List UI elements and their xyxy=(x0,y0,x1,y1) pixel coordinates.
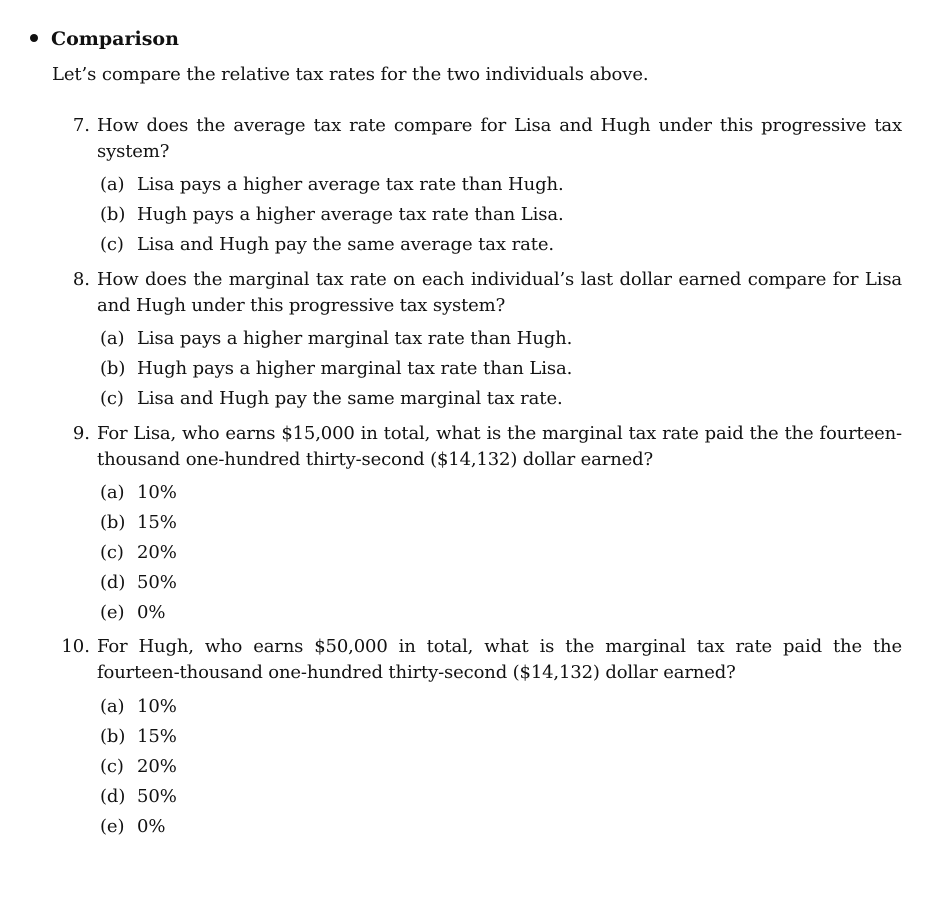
option-text: 50% xyxy=(137,572,177,593)
question-number: 9. xyxy=(72,423,90,444)
option-e xyxy=(100,598,177,628)
question-number: 8. xyxy=(72,269,90,290)
option-label: (c) xyxy=(100,756,124,777)
option-list xyxy=(100,170,564,260)
option-label: (a) xyxy=(100,696,125,717)
option-label: (b) xyxy=(100,204,126,225)
question-number: 7. xyxy=(72,115,90,136)
option-text: 0% xyxy=(137,816,166,837)
bullet-icon xyxy=(30,34,38,42)
option-text: Lisa pays a higher average tax rate than Hugh. xyxy=(137,174,564,195)
option-c xyxy=(100,230,564,260)
option-c xyxy=(100,538,177,568)
option-a xyxy=(100,692,177,722)
option-text: Hugh pays a higher average tax rate than Lisa. xyxy=(137,204,564,225)
option-label: (d) xyxy=(100,786,126,807)
option-c xyxy=(100,752,177,782)
option-label: (c) xyxy=(100,542,124,563)
section-title: Comparison xyxy=(51,28,179,50)
option-text: 50% xyxy=(137,786,177,807)
option-label: (a) xyxy=(100,482,125,503)
option-text: 15% xyxy=(137,726,177,747)
option-d xyxy=(100,568,177,598)
option-e xyxy=(100,812,177,842)
option-c xyxy=(100,384,572,414)
option-label: (b) xyxy=(100,358,126,379)
option-label: (c) xyxy=(100,388,124,409)
option-text: 15% xyxy=(137,512,177,533)
option-text: 10% xyxy=(137,482,177,503)
option-text: 20% xyxy=(137,542,177,563)
option-label: (e) xyxy=(100,816,125,837)
option-text: 10% xyxy=(137,696,177,717)
option-b xyxy=(100,354,572,384)
option-label: (e) xyxy=(100,602,125,623)
question-text: How does the average tax rate compare for Lisa and Hugh under this progressive tax system? xyxy=(97,115,902,162)
option-text: 0% xyxy=(137,602,166,623)
option-list xyxy=(100,478,177,628)
option-text: Hugh pays a higher marginal tax rate than Lisa. xyxy=(137,358,573,379)
option-label: (c) xyxy=(100,234,124,255)
question-number: 10. xyxy=(61,636,90,657)
option-b xyxy=(100,722,177,752)
section-intro: Let’s compare the relative tax rates for the two individuals above. xyxy=(52,64,649,85)
option-text: Lisa pays a higher marginal tax rate than Hugh. xyxy=(137,328,573,349)
option-text: 20% xyxy=(137,756,177,777)
option-label: (a) xyxy=(100,174,125,195)
option-list xyxy=(100,324,572,414)
question-text: For Hugh, who earns $50,000 in total, what is the marginal tax rate paid the the fourteen-thousand one-hundred thirty-second ($14,132) dollar earned? xyxy=(97,636,902,683)
question-text: How does the marginal tax rate on each individual’s last dollar earned compare for Lisa and Hugh under this progressive tax system? xyxy=(97,269,902,316)
option-text: Lisa and Hugh pay the same marginal tax rate. xyxy=(137,388,563,409)
option-a xyxy=(100,170,564,200)
option-text: Lisa and Hugh pay the same average tax rate. xyxy=(137,234,555,255)
section-heading xyxy=(30,28,179,50)
option-b xyxy=(100,200,564,230)
option-d xyxy=(100,782,177,812)
option-b xyxy=(100,508,177,538)
option-label: (d) xyxy=(100,572,126,593)
option-list xyxy=(100,692,177,842)
option-a xyxy=(100,478,177,508)
question-text: For Lisa, who earns $15,000 in total, what is the marginal tax rate paid the the fourteen-thousand one-hundred thirty-second ($14,132) dollar earned? xyxy=(97,423,902,470)
option-label: (a) xyxy=(100,328,125,349)
option-label: (b) xyxy=(100,726,126,747)
option-a xyxy=(100,324,572,354)
option-label: (b) xyxy=(100,512,126,533)
